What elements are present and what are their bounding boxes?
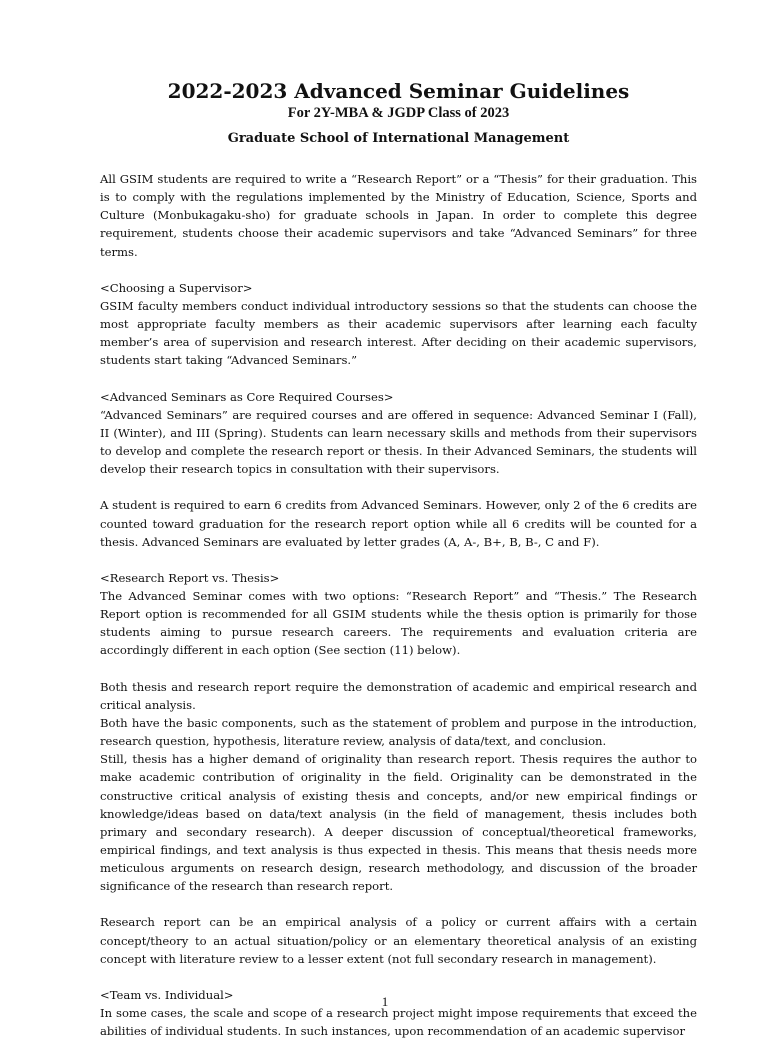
- team-paragraph: In some cases, the scale and scope of a research project might impose requirements that exceed the abilities of individual students. In such instances, upon recommendation of an academic supervisor: [100, 1006, 697, 1039]
- document-title: 2022-2023 Advanced Seminar Guidelines: [167, 79, 630, 103]
- section-heading-core: <Advanced Seminars as Core Required Courses>: [100, 389, 394, 404]
- section-heading-supervisor: <Choosing a Supervisor>: [100, 280, 253, 295]
- both-paragraph-3: Still, thesis has a higher demand of originality than research report. Thesis requires the author to make academic contribution of originality in the field. Originality can be demonstrated in the constructive critical analysis of existing thesis and concepts, and/or new empirical findings or knowledge/ideas based on data/text analysis (in the field of management, thesis includes both primary and secondary research). A deeper discussion of conceptual/theoretical frameworks, empirical findings, and text analysis is thus expected in thesis. This means that thesis needs more meticulous arguments on research design, research methodology, and discussion of the broader significance of the research than research report.: [100, 752, 697, 894]
- school-name: Graduate School of International Management: [227, 131, 570, 146]
- both-paragraph-2: Both have the basic components, such as the statement of problem and purpose in the introduction, research question, hypothesis, literature review, analysis of data/text, and conclusion.: [100, 715, 697, 749]
- document-page: [100, 80, 697, 1040]
- document-body: [100, 170, 697, 1040]
- section-heading-report-vs-thesis: <Research Report vs. Thesis>: [100, 570, 280, 585]
- core-paragraph: “Advanced Seminars” are required courses and are offered in sequence: Advanced Seminar I (Fall), II (Winter), and III (Spring). Students can learn necessary skills and methods from their supervisors to develop and complete the research report or thesis. In their Advanced Seminars, the students will develop their research topics in consultation with their supervisors.: [100, 407, 697, 477]
- supervisor-paragraph: GSIM faculty members conduct individual introductory sessions so that the students can choose the most appropriate faculty members as their academic supervisors after learning each faculty member’s area of supervision and research interest. After deciding on their academic supervisors, students start taking “Advanced Seminars.”: [100, 298, 697, 368]
- credits-paragraph: A student is required to earn 6 credits from Advanced Seminars. However, only 2 of the 6 credits are counted toward graduation for the research report option while all 6 credits will be counted for a thesis. Advanced Seminars are evaluated by letter grades (A, A-, B+, B, B-, C and F).: [100, 498, 697, 549]
- report-vs-thesis-paragraph: The Advanced Seminar comes with two options: “Research Report” and “Thesis.” The Research Report option is recommended for all GSIM students while the thesis option is primarily for those students aiming to pursue research careers. The requirements and evaluation criteria are accordingly different in each option (See section (11) below).: [100, 588, 697, 658]
- document-subtitle: For 2Y-MBA & JGDP Class of 2023: [287, 105, 510, 121]
- section-heading-team: <Team vs. Individual>: [100, 987, 234, 1002]
- intro-paragraph: All GSIM students are required to write a “Research Report” or a “Thesis” for their graduation. This is to comply with the regulations implemented by the Ministry of Education, Science, Sports and Culture (Monbukagaku-sho) for graduate schools in Japan. In order to complete this degree requirement, students choose their academic supervisors and take “Advanced Seminars” for three terms.: [100, 172, 697, 259]
- research-report-paragraph: Research report can be an empirical analysis of a policy or current affairs with a certain concept/theory to an actual situation/policy or an elementary theoretical analysis of an existing concept with literature review to a lesser extent (not full secondary research in management).: [100, 915, 697, 966]
- page-number: 1: [381, 994, 389, 1009]
- both-paragraph-1: Both thesis and research report require the demonstration of academic and empirical research and critical analysis.: [100, 679, 697, 712]
